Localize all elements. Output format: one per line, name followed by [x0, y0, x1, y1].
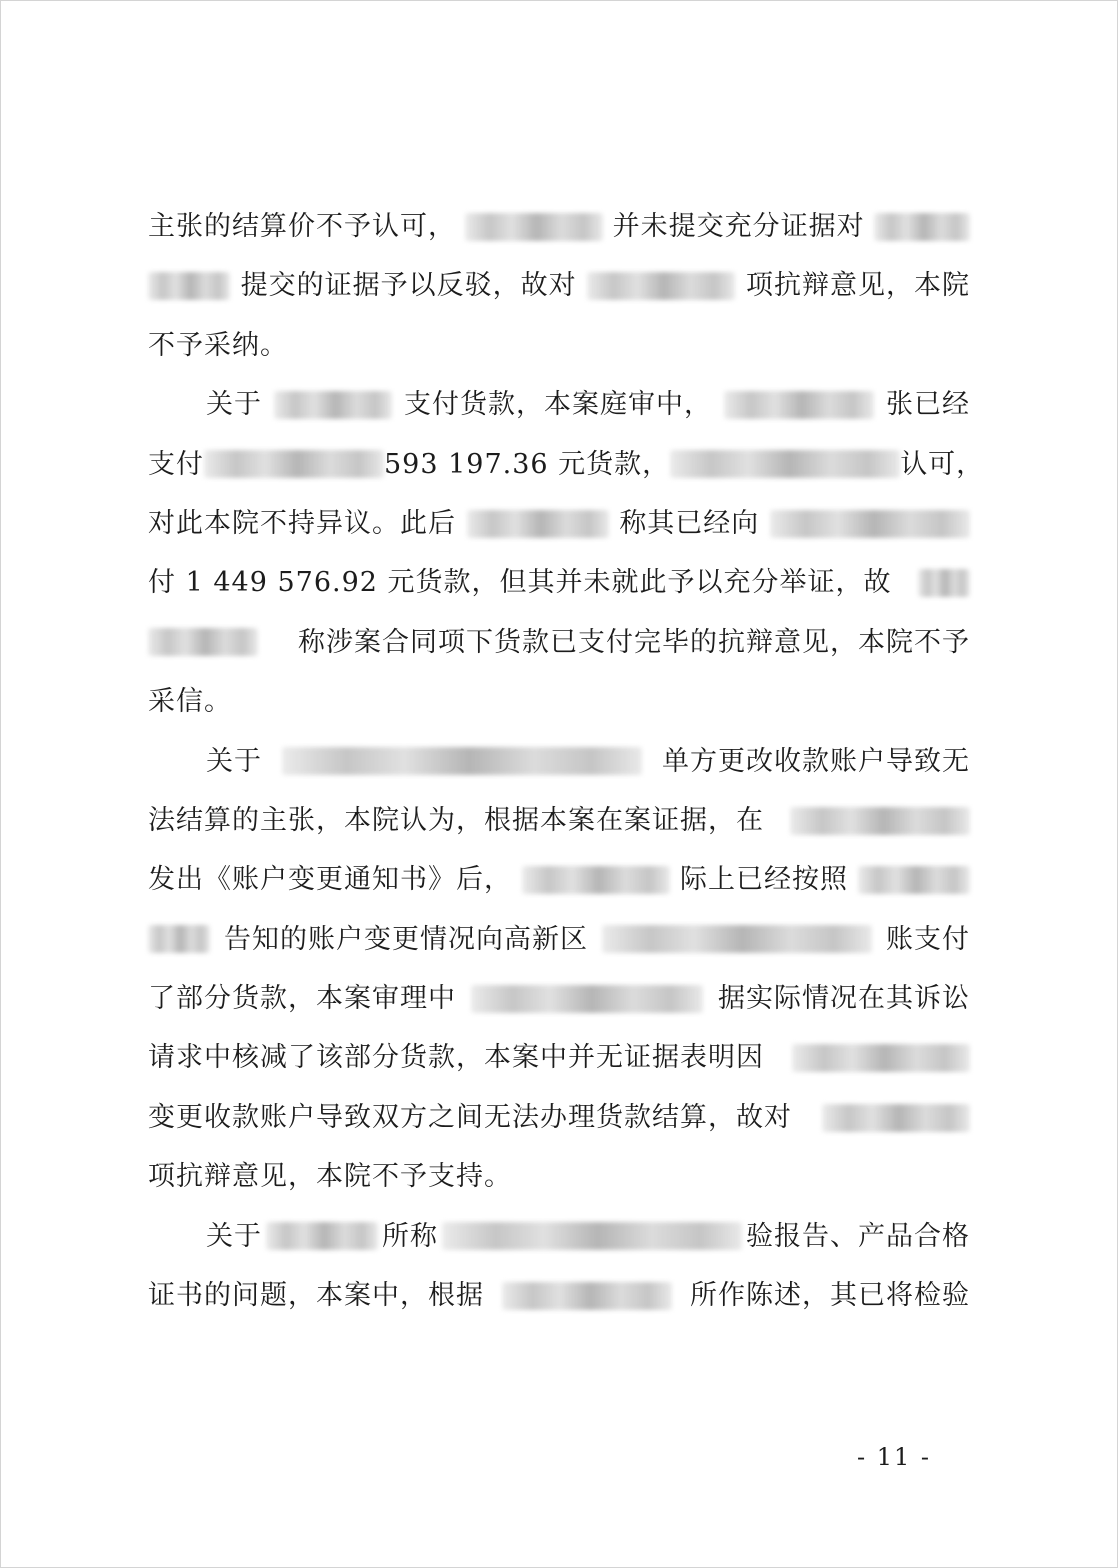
text-segment: 不予采纳。: [148, 329, 288, 361]
text-line: [148, 791, 970, 850]
redacted-name: [148, 628, 258, 656]
text-segment: 认可，: [900, 448, 985, 480]
text-segment: 项抗辩意见，本院: [745, 270, 970, 302]
redacted-name: [442, 1222, 742, 1250]
redacted-name: [602, 925, 872, 953]
text-segment: 变更收款账户导致双方之间无法办理货款结算，故对: [148, 1101, 792, 1133]
text-line: [148, 256, 970, 315]
text-line: [148, 732, 970, 791]
text-segment: 并未提交充分证据对: [612, 211, 865, 242]
text-segment: 项抗辩意见，本院不予支持。: [148, 1161, 512, 1193]
text-line: [148, 1207, 970, 1266]
text-line: [148, 1147, 970, 1206]
text-line: [148, 435, 985, 494]
redacted-name: [204, 450, 384, 478]
redacted-name: [918, 569, 970, 597]
text-segment: 际上已经按照: [680, 864, 848, 896]
redacted-name: [148, 272, 230, 300]
redacted-name: [790, 807, 970, 835]
text-segment: 提交的证据予以反驳，故对: [240, 270, 577, 302]
redacted-name: [502, 1282, 672, 1310]
text-segment: 支付货款，本案庭审中，: [404, 389, 712, 421]
redacted-name: [282, 747, 642, 775]
text-segment: 支付: [148, 448, 204, 480]
text-segment: 了部分货款，本案审理中: [148, 983, 456, 1015]
text-line: [148, 1266, 970, 1325]
text-line: [148, 553, 970, 612]
text-segment: 称其已经向: [619, 507, 760, 539]
text-segment: 付 1 449 576.92 元货款，但其并未就此予以充分举证，故: [148, 567, 892, 599]
text-segment: 请求中核减了该部分货款，本案中并无证据表明因: [148, 1042, 764, 1074]
text-segment: 所称: [382, 1220, 438, 1252]
redacted-name: [467, 510, 609, 538]
redacted-name: [522, 866, 670, 894]
text-segment: 发出《账户变更通知书》后，: [148, 864, 512, 896]
text-line: [148, 494, 970, 553]
redacted-name: [471, 985, 703, 1013]
redacted-name: [874, 213, 970, 241]
text-line: [148, 850, 970, 909]
text-line: [148, 613, 970, 672]
text-segment: 所作陈述，其已将检验: [690, 1280, 970, 1312]
text-segment: 关于: [206, 389, 262, 421]
text-line: [148, 910, 970, 969]
redacted-name: [465, 213, 603, 241]
redacted-name: [822, 1104, 970, 1132]
redacted-name: [266, 1222, 378, 1250]
text-line: [148, 375, 970, 434]
text-segment: 账支付: [886, 923, 970, 955]
text-line: [148, 1028, 970, 1087]
text-segment: 称涉案合同项下货款已支付完毕的抗辩意见，本院不予: [298, 626, 970, 658]
redacted-name: [148, 925, 210, 953]
text-segment: 关于: [206, 745, 262, 777]
redacted-name: [724, 391, 874, 419]
redacted-name: [858, 866, 970, 894]
text-segment: 据实际情况在其诉讼: [718, 983, 970, 1015]
redacted-name: [670, 450, 900, 478]
text-segment: 关于: [206, 1220, 262, 1252]
redacted-name: [587, 272, 735, 300]
page-number: - 11 -: [856, 1443, 931, 1471]
text-line: [148, 969, 970, 1028]
redacted-name: [792, 1044, 970, 1072]
text-line: [148, 197, 970, 256]
text-line: [148, 1088, 970, 1147]
text-segment: 593 197.36 元货款，: [384, 448, 671, 480]
text-line: [148, 672, 970, 731]
text-segment: 对此本院不持异议。此后: [148, 507, 456, 539]
text-segment: 张已经: [886, 389, 970, 421]
judgment-body-text: [148, 197, 985, 1325]
redacted-name: [274, 391, 392, 419]
text-line: [148, 316, 970, 375]
text-segment: 告知的账户变更情况向高新区: [224, 923, 588, 955]
text-segment: 证书的问题，本案中，根据: [148, 1280, 484, 1312]
text-segment: 主张的结算价不予认可，: [148, 211, 456, 242]
text-segment: 法结算的主张，本院认为，根据本案在案证据，在: [148, 804, 764, 836]
text-segment: 单方更改收款账户导致无: [662, 745, 970, 777]
text-segment: 采信。: [148, 686, 232, 718]
text-segment: 验报告、产品合格: [746, 1220, 970, 1252]
redacted-name: [770, 510, 970, 538]
